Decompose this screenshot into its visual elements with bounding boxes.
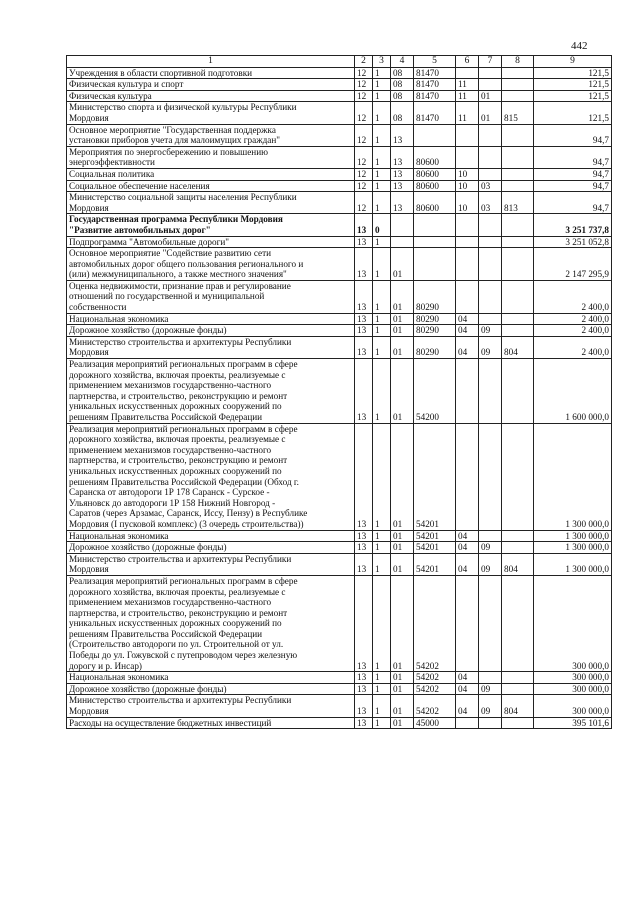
code-col-8 [502, 180, 534, 192]
code-col-3: 1 [373, 248, 391, 281]
code-col-5: 80600 [414, 192, 456, 214]
row-name: Дорожное хозяйство (дорожные фонды) [67, 683, 355, 695]
code-col-5: 54202 [414, 695, 456, 717]
code-col-3: 1 [373, 423, 391, 530]
code-col-7 [479, 214, 502, 236]
code-col-8 [502, 67, 534, 79]
code-col-4: 01 [391, 575, 414, 671]
code-col-2: 12 [355, 168, 373, 180]
code-col-5: 80600 [414, 146, 456, 168]
code-col-4: 01 [391, 542, 414, 554]
code-col-8: 804 [502, 336, 534, 358]
code-col-6: 04 [456, 553, 479, 575]
table-row [67, 236, 612, 248]
code-col-3: 1 [373, 146, 391, 168]
code-col-3: 1 [373, 90, 391, 102]
row-amount: 2 400,0 [534, 313, 612, 325]
column-header: 8 [502, 56, 534, 68]
code-col-6 [456, 248, 479, 281]
row-name: Министерство строительства и архитектуры Республики Мордовия [67, 336, 355, 358]
code-col-6: 04 [456, 542, 479, 554]
row-amount: 94,7 [534, 146, 612, 168]
code-col-4: 01 [391, 695, 414, 717]
code-col-7 [479, 717, 502, 729]
code-col-4 [391, 214, 414, 236]
code-col-5: 80290 [414, 336, 456, 358]
code-col-5: 81470 [414, 79, 456, 91]
table-row [67, 553, 612, 575]
code-col-7: 01 [479, 90, 502, 102]
code-col-3: 1 [373, 124, 391, 146]
code-col-2: 13 [355, 280, 373, 313]
code-col-5: 81470 [414, 67, 456, 79]
code-col-8 [502, 168, 534, 180]
code-col-2: 12 [355, 192, 373, 214]
table-row [67, 146, 612, 168]
code-col-2: 13 [355, 717, 373, 729]
code-col-5: 45000 [414, 717, 456, 729]
row-amount: 395 101,6 [534, 717, 612, 729]
row-name: Подпрограмма "Автомобильные дороги" [67, 236, 355, 248]
code-col-6 [456, 124, 479, 146]
code-col-5 [414, 124, 456, 146]
code-col-5: 54201 [414, 530, 456, 542]
row-name: Физическая культура [67, 90, 355, 102]
code-col-7: 09 [479, 542, 502, 554]
column-header: 1 [67, 56, 355, 68]
row-name: Основное мероприятие "Государственная поддержка установки приборов учета для малоимущих граждан" [67, 124, 355, 146]
code-col-4: 01 [391, 248, 414, 281]
table-row [67, 359, 612, 424]
table-row [67, 90, 612, 102]
column-header: 9 [534, 56, 612, 68]
table-row [67, 102, 612, 124]
row-amount: 121,5 [534, 79, 612, 91]
row-name: Министерство спорта и физической культуры Республики Мордовия [67, 102, 355, 124]
code-col-2: 12 [355, 79, 373, 91]
row-amount: 94,7 [534, 168, 612, 180]
code-col-8 [502, 683, 534, 695]
code-col-2: 13 [355, 553, 373, 575]
code-col-7 [479, 313, 502, 325]
code-col-6 [456, 423, 479, 530]
code-col-2: 13 [355, 325, 373, 337]
row-amount: 94,7 [534, 124, 612, 146]
code-col-6 [456, 575, 479, 671]
code-col-3: 1 [373, 695, 391, 717]
code-col-7 [479, 423, 502, 530]
row-name: Национальная экономика [67, 313, 355, 325]
column-header: 6 [456, 56, 479, 68]
code-col-5: 81470 [414, 90, 456, 102]
code-col-6 [456, 236, 479, 248]
code-col-8: 815 [502, 102, 534, 124]
row-amount: 94,7 [534, 180, 612, 192]
row-name: Дорожное хозяйство (дорожные фонды) [67, 325, 355, 337]
code-col-3: 1 [373, 67, 391, 79]
table-row [67, 325, 612, 337]
code-col-3: 1 [373, 359, 391, 424]
code-col-3: 1 [373, 168, 391, 180]
code-col-2: 13 [355, 575, 373, 671]
code-col-3: 1 [373, 313, 391, 325]
row-amount: 1 300 000,0 [534, 542, 612, 554]
row-name: Министерство строительства и архитектуры Республики Мордовия [67, 553, 355, 575]
code-col-6: 04 [456, 313, 479, 325]
code-col-3: 1 [373, 325, 391, 337]
row-amount: 300 000,0 [534, 672, 612, 684]
code-col-3: 1 [373, 236, 391, 248]
code-col-6 [456, 214, 479, 236]
code-col-7 [479, 67, 502, 79]
code-col-4: 01 [391, 280, 414, 313]
code-col-6 [456, 67, 479, 79]
code-col-5 [414, 214, 456, 236]
code-col-3: 0 [373, 214, 391, 236]
code-col-7 [479, 575, 502, 671]
code-col-2: 13 [355, 683, 373, 695]
header-row [67, 56, 612, 68]
code-col-8 [502, 146, 534, 168]
code-col-3: 1 [373, 530, 391, 542]
code-col-2: 13 [355, 530, 373, 542]
code-col-4: 08 [391, 90, 414, 102]
code-col-6 [456, 146, 479, 168]
code-col-6 [456, 280, 479, 313]
code-col-8 [502, 124, 534, 146]
code-col-5: 54202 [414, 575, 456, 671]
code-col-5: 54202 [414, 683, 456, 695]
code-col-3: 1 [373, 336, 391, 358]
code-col-7 [479, 236, 502, 248]
code-col-4: 13 [391, 180, 414, 192]
row-amount: 2 400,0 [534, 325, 612, 337]
row-name: Национальная экономика [67, 672, 355, 684]
code-col-4: 13 [391, 192, 414, 214]
code-col-7 [479, 168, 502, 180]
code-col-4: 01 [391, 683, 414, 695]
code-col-6: 04 [456, 336, 479, 358]
row-name: Реализация мероприятий региональных программ в сфере дорожного хозяйства, включая проекты, реализуемые с применением механизмов государственно-частного партнерства, и строительство, реконструкцию и ремонт уникальных искусственных дорожных сооружений по решениям Правительства Российской Федерации (Строительство автодороги по ул. Строительной от ул. Победы до ул. Гожувской с путепроводом через железную дорогу и р. Инсар) [67, 575, 355, 671]
code-col-3: 1 [373, 192, 391, 214]
page-number: 442 [571, 40, 588, 52]
code-col-4: 01 [391, 336, 414, 358]
code-col-8 [502, 280, 534, 313]
code-col-7 [479, 530, 502, 542]
code-col-8 [502, 672, 534, 684]
code-col-5 [414, 236, 456, 248]
code-col-8: 804 [502, 695, 534, 717]
code-col-6: 11 [456, 102, 479, 124]
code-col-5: 81470 [414, 102, 456, 124]
row-amount: 121,5 [534, 102, 612, 124]
code-col-4: 01 [391, 359, 414, 424]
code-col-6: 11 [456, 79, 479, 91]
code-col-8 [502, 530, 534, 542]
code-col-7: 09 [479, 695, 502, 717]
code-col-7: 03 [479, 180, 502, 192]
code-col-7: 09 [479, 553, 502, 575]
row-name: Расходы на осуществление бюджетных инвестиций [67, 717, 355, 729]
code-col-4: 01 [391, 717, 414, 729]
code-col-4: 01 [391, 553, 414, 575]
row-name: Физическая культура и спорт [67, 79, 355, 91]
column-header: 3 [373, 56, 391, 68]
code-col-2: 13 [355, 336, 373, 358]
table-row [67, 248, 612, 281]
table-row [67, 530, 612, 542]
table-row [67, 79, 612, 91]
table-row [67, 313, 612, 325]
code-col-8 [502, 236, 534, 248]
row-name: Реализация мероприятий региональных программ в сфере дорожного хозяйства, включая проекты, реализуемые с применением механизмов государственно-частного партнерства, и строительство, реконструкцию и ремонт уникальных искусственных дорожных сооружений по решениям Правительства Российской Федерации (Обход г. Саранска от автодороги 1Р 178 Саранск - Сурское - Ульяновск до автодороги 1Р 158 Нижний Новгород - Саратов (через Арзамас, Саранск, Иссу, Пензу) в Республике Мордовия (I пусковой комплекс) (3 очередь строительства)) [67, 423, 355, 530]
code-col-8 [502, 542, 534, 554]
code-col-6: 10 [456, 180, 479, 192]
code-col-5: 54202 [414, 672, 456, 684]
row-name: Реализация мероприятий региональных программ в сфере дорожного хозяйства, включая проекты, реализуемые с применением механизмов государственно-частного партнерства, и строительство, реконструкцию и ремонт уникальных искусственных дорожных сооружений по решениям Правительства Российской Федерации [67, 359, 355, 424]
row-amount: 1 600 000,0 [534, 359, 612, 424]
table-row [67, 124, 612, 146]
code-col-4: 13 [391, 146, 414, 168]
code-col-7 [479, 146, 502, 168]
code-col-4: 01 [391, 672, 414, 684]
row-amount: 2 400,0 [534, 280, 612, 313]
table-row [67, 67, 612, 79]
code-col-4: 01 [391, 325, 414, 337]
code-col-5: 80290 [414, 325, 456, 337]
row-amount: 1 300 000,0 [534, 553, 612, 575]
code-col-8 [502, 90, 534, 102]
code-col-3: 1 [373, 575, 391, 671]
code-col-5: 80600 [414, 168, 456, 180]
row-name: Мероприятия по энергосбережению и повышению энергоэффективности [67, 146, 355, 168]
code-col-4 [391, 236, 414, 248]
table-row [67, 280, 612, 313]
code-col-8: 813 [502, 192, 534, 214]
code-col-4: 08 [391, 102, 414, 124]
code-col-3: 1 [373, 542, 391, 554]
code-col-6: 04 [456, 530, 479, 542]
row-amount: 1 300 000,0 [534, 423, 612, 530]
code-col-6: 11 [456, 90, 479, 102]
row-name: Социальное обеспечение населения [67, 180, 355, 192]
code-col-7: 09 [479, 683, 502, 695]
code-col-4: 01 [391, 423, 414, 530]
table-row [67, 672, 612, 684]
code-col-4: 01 [391, 530, 414, 542]
table-row [67, 423, 612, 530]
code-col-3: 1 [373, 717, 391, 729]
table-row [67, 192, 612, 214]
code-col-8 [502, 423, 534, 530]
code-col-7: 01 [479, 102, 502, 124]
code-col-2: 12 [355, 67, 373, 79]
code-col-7: 03 [479, 192, 502, 214]
code-col-7 [479, 672, 502, 684]
table-row [67, 695, 612, 717]
code-col-5 [414, 248, 456, 281]
row-name: Национальная экономика [67, 530, 355, 542]
code-col-7 [479, 248, 502, 281]
row-amount: 2 400,0 [534, 336, 612, 358]
code-col-8 [502, 248, 534, 281]
code-col-3: 1 [373, 79, 391, 91]
code-col-6 [456, 359, 479, 424]
code-col-2: 13 [355, 672, 373, 684]
code-col-5: 54200 [414, 359, 456, 424]
row-name: Государственная программа Республики Мордовия "Развитие автомобильных дорог" [67, 214, 355, 236]
code-col-6: 04 [456, 683, 479, 695]
table-row [67, 683, 612, 695]
code-col-2: 13 [355, 695, 373, 717]
code-col-4: 13 [391, 124, 414, 146]
code-col-2: 13 [355, 214, 373, 236]
code-col-6: 10 [456, 192, 479, 214]
code-col-8 [502, 325, 534, 337]
row-name: Министерство строительства и архитектуры Республики Мордовия [67, 695, 355, 717]
code-col-2: 13 [355, 236, 373, 248]
code-col-3: 1 [373, 102, 391, 124]
row-amount: 3 251 052,8 [534, 236, 612, 248]
code-col-7: 09 [479, 325, 502, 337]
code-col-2: 13 [355, 313, 373, 325]
code-col-2: 13 [355, 542, 373, 554]
row-amount: 1 300 000,0 [534, 530, 612, 542]
table-body [67, 67, 612, 729]
column-header: 7 [479, 56, 502, 68]
code-col-6: 04 [456, 695, 479, 717]
code-col-5: 80290 [414, 313, 456, 325]
code-col-8 [502, 313, 534, 325]
code-col-2: 12 [355, 124, 373, 146]
code-col-3: 1 [373, 672, 391, 684]
code-col-2: 13 [355, 359, 373, 424]
code-col-6: 04 [456, 672, 479, 684]
code-col-7 [479, 124, 502, 146]
code-col-2: 12 [355, 102, 373, 124]
row-amount: 121,5 [534, 67, 612, 79]
row-amount: 2 147 295,9 [534, 248, 612, 281]
code-col-2: 12 [355, 146, 373, 168]
code-col-8 [502, 79, 534, 91]
table-row [67, 214, 612, 236]
row-amount: 300 000,0 [534, 695, 612, 717]
row-amount: 3 251 737,8 [534, 214, 612, 236]
row-amount: 121,5 [534, 90, 612, 102]
code-col-5: 54201 [414, 553, 456, 575]
code-col-5: 54201 [414, 423, 456, 530]
code-col-3: 1 [373, 553, 391, 575]
code-col-8: 804 [502, 553, 534, 575]
row-amount: 300 000,0 [534, 575, 612, 671]
table-row [67, 180, 612, 192]
row-amount: 300 000,0 [534, 683, 612, 695]
code-col-7 [479, 359, 502, 424]
code-col-6 [456, 717, 479, 729]
code-col-3: 1 [373, 280, 391, 313]
code-col-2: 12 [355, 180, 373, 192]
code-col-4: 08 [391, 79, 414, 91]
code-col-4: 01 [391, 313, 414, 325]
row-name: Учреждения в области спортивной подготовки [67, 67, 355, 79]
code-col-5: 80290 [414, 280, 456, 313]
column-header: 2 [355, 56, 373, 68]
code-col-7 [479, 79, 502, 91]
row-name: Социальная политика [67, 168, 355, 180]
code-col-6: 04 [456, 325, 479, 337]
row-name: Министерство социальной защиты населения Республики Мордовия [67, 192, 355, 214]
row-amount: 94,7 [534, 192, 612, 214]
code-col-2: 12 [355, 90, 373, 102]
row-name: Дорожное хозяйство (дорожные фонды) [67, 542, 355, 554]
budget-table [66, 55, 612, 729]
table-row [67, 542, 612, 554]
code-col-3: 1 [373, 683, 391, 695]
code-col-4: 13 [391, 168, 414, 180]
table-row [67, 717, 612, 729]
code-col-3: 1 [373, 180, 391, 192]
code-col-6: 10 [456, 168, 479, 180]
code-col-8 [502, 214, 534, 236]
row-name: Оценка недвижимости, признание прав и регулирование отношений по государственной и муниципальной собственности [67, 280, 355, 313]
code-col-7: 09 [479, 336, 502, 358]
table-row [67, 336, 612, 358]
table-row [67, 575, 612, 671]
code-col-5: 54201 [414, 542, 456, 554]
code-col-2: 13 [355, 248, 373, 281]
row-name: Основное мероприятие "Содействие развитию сети автомобильных дорог общего пользования регионального и (или) межмуниципального, а также местного значения" [67, 248, 355, 281]
code-col-4: 08 [391, 67, 414, 79]
code-col-8 [502, 575, 534, 671]
code-col-2: 13 [355, 423, 373, 530]
code-col-8 [502, 717, 534, 729]
code-col-7 [479, 280, 502, 313]
code-col-5: 80600 [414, 180, 456, 192]
column-header: 5 [414, 56, 456, 68]
column-header: 4 [391, 56, 414, 68]
code-col-8 [502, 359, 534, 424]
table-row [67, 168, 612, 180]
